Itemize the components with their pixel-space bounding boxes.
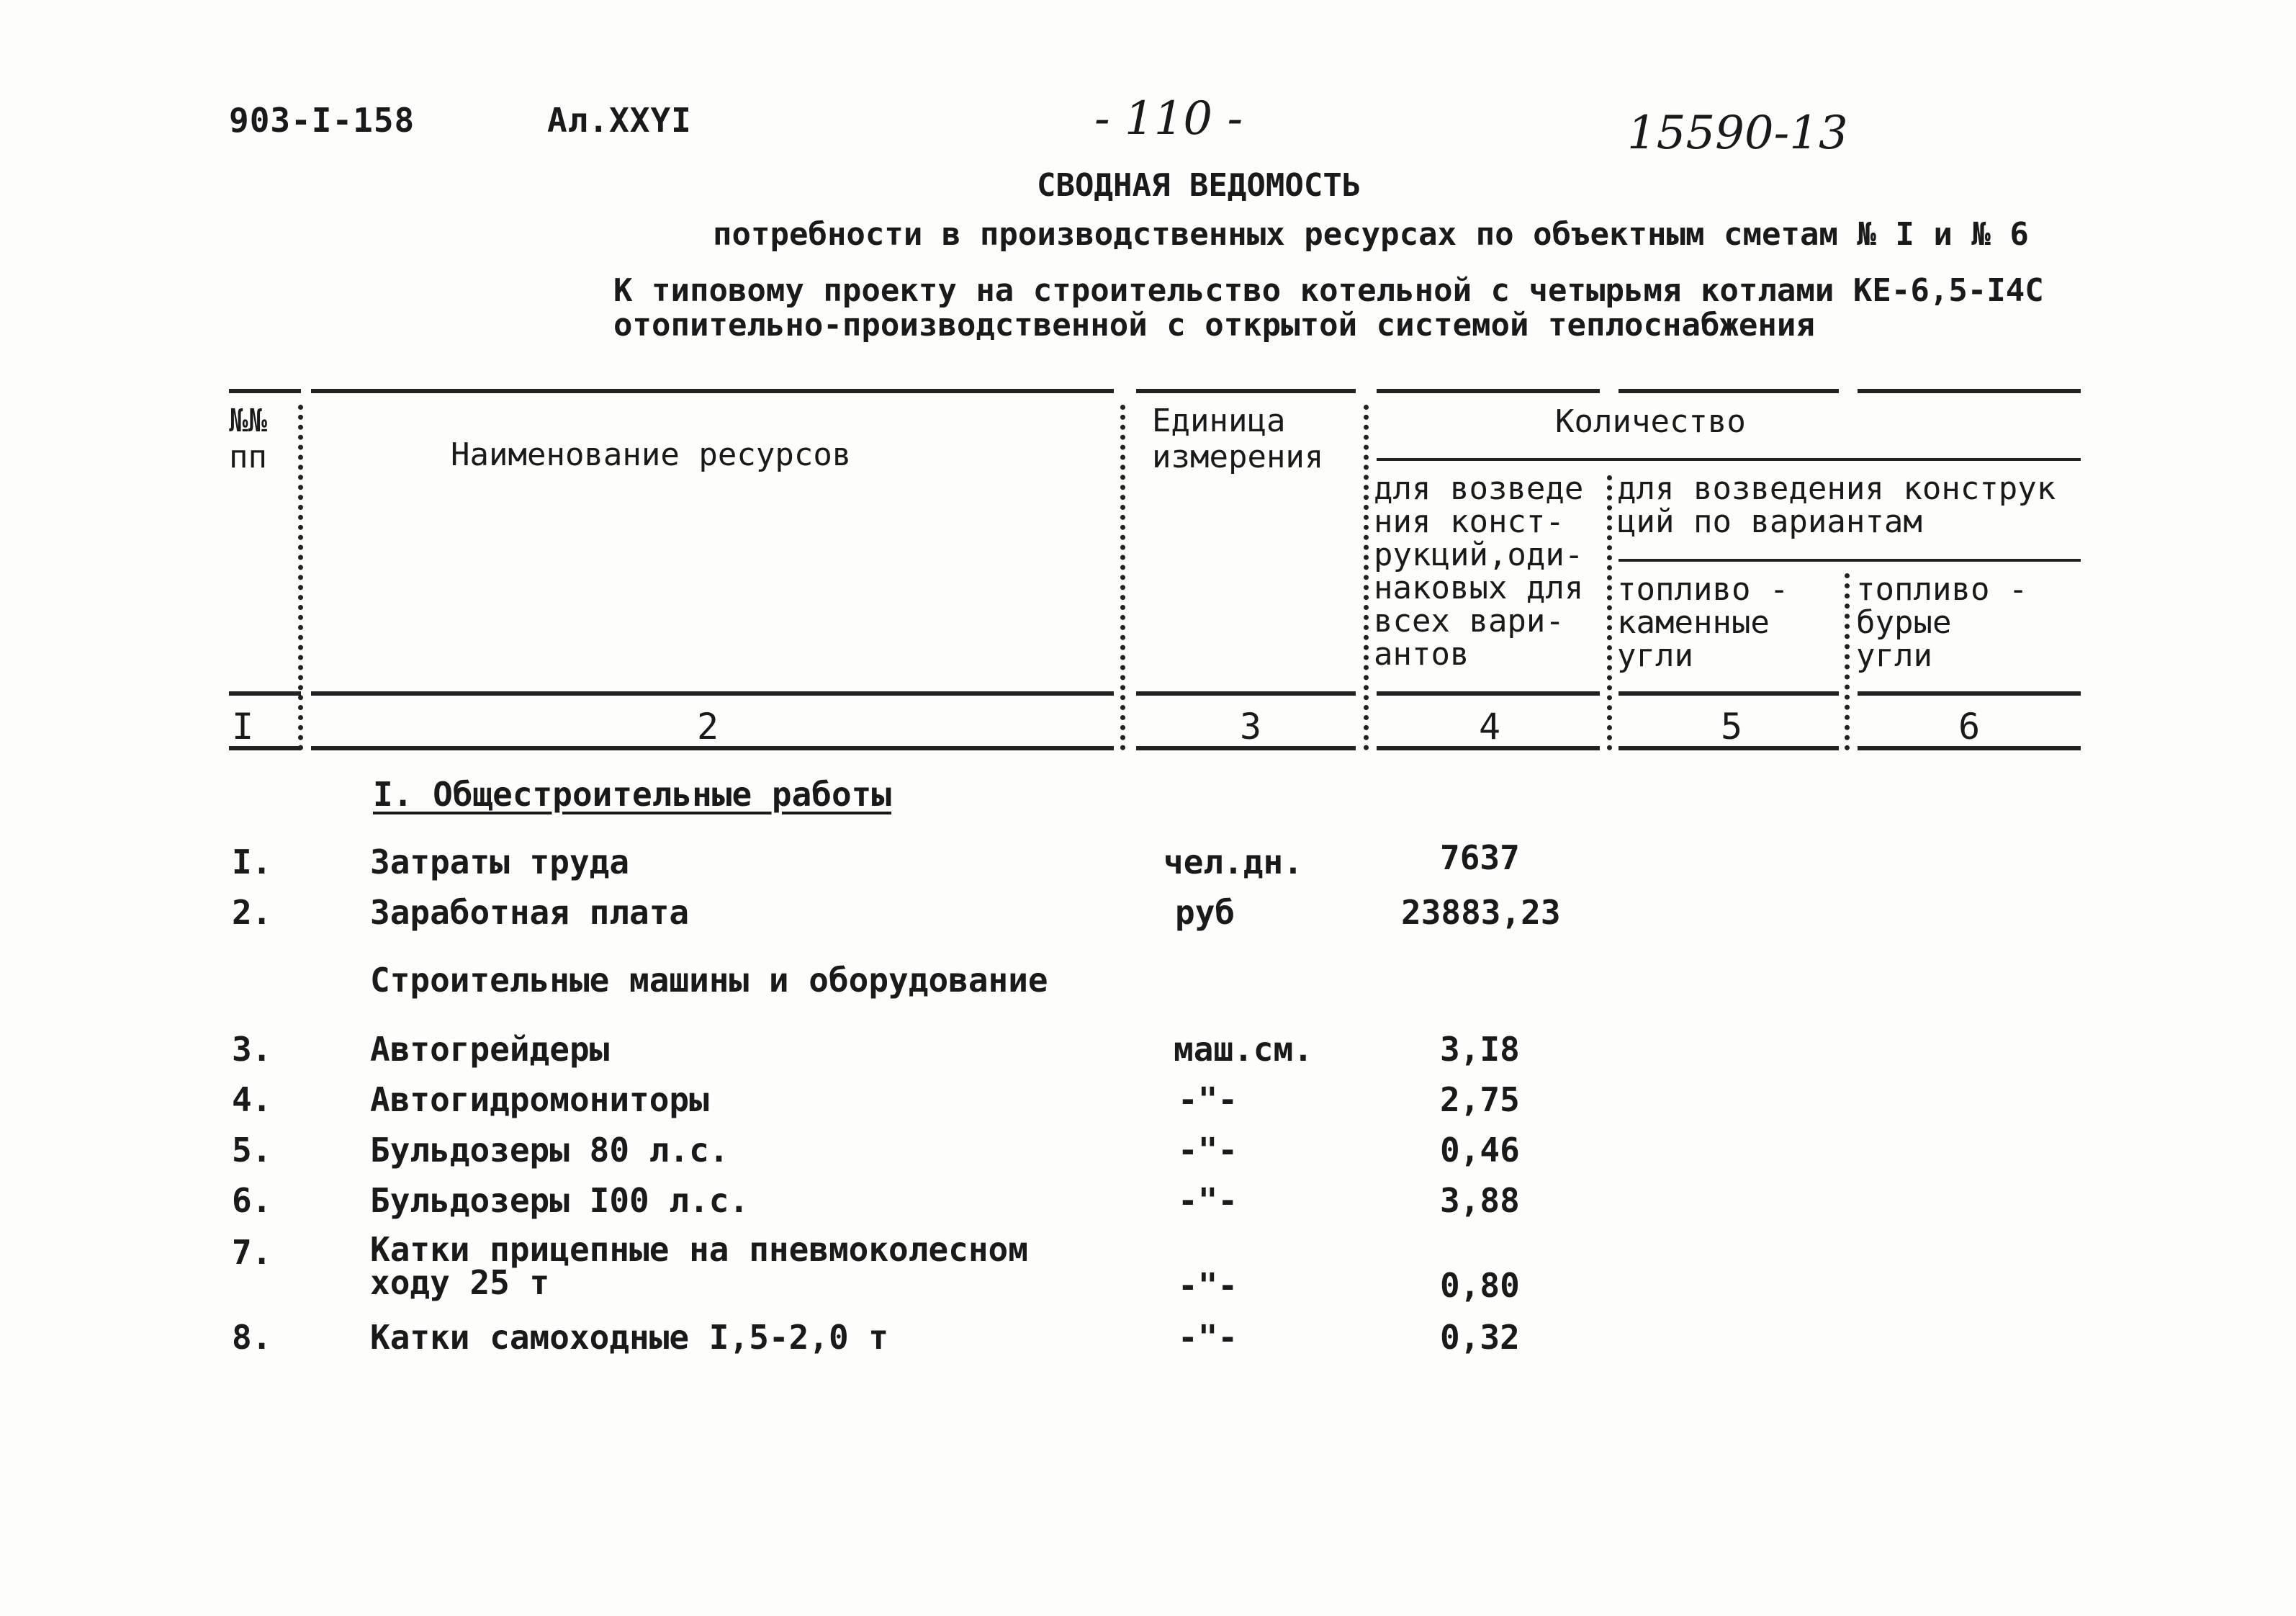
col-name-head: Наименование ресурсов [451,436,852,473]
header-bottom-rule [311,691,1114,696]
resource-name: Бульдозеры 80 л.с. [370,1131,729,1170]
unit: -"- [1178,1266,1238,1305]
col-unit-head-line: Единица [1152,403,1286,439]
unit: чел.дн. [1163,843,1303,881]
column-number: 6 [1958,706,1981,748]
quantity: 23883,23 [1401,893,1561,932]
resource-name-line: ходу 25 т [370,1263,550,1302]
quantity: 0,32 [1440,1318,1520,1357]
resource-name-line: Катки прицепные на пневмоколесном [370,1230,1028,1269]
col-variants-head [1617,472,2056,539]
header-bottom-rule [1858,691,2081,696]
column-number: 2 [697,706,719,748]
row-number: 7. [232,1233,272,1272]
col-common-head-line: антов [1374,636,1469,673]
header-top-rule [1858,389,2081,393]
col-common-head [1374,472,1583,671]
col-brown-coal-head-line: угли [1856,637,1932,674]
col-hard-coal-head-line: угли [1617,637,1693,674]
header-top-rule [1619,389,1839,393]
page-number: - 110 - [1094,92,1243,145]
quantity: 0,80 [1440,1266,1520,1305]
quantity: 3,88 [1440,1181,1520,1220]
col-number-head [229,403,267,475]
quantity-underline [1377,458,2081,461]
col-number-head-line: пп [229,439,267,475]
header-top-rule [1136,389,1356,393]
column-separator [298,405,303,750]
col-number-head-line: №№ [229,403,267,439]
column-number: 4 [1479,706,1501,748]
sheet-code: 15590-13 [1627,107,1848,160]
document-title: СВОДНАЯ ВЕДОМОСТЬ [1037,167,1361,204]
subtitle-line-2: К типовому проекту на строительство котельной с четырьмя котлами КЕ-6,5-I4С [613,272,2044,309]
header-bottom-rule [1136,691,1356,696]
row-number: I. [232,843,272,881]
resource-name: Катки самоходные I,5-2,0 т [370,1318,889,1357]
col-common-head-line: для возведе [1374,470,1584,507]
col-brown-coal-head-line: бурые [1856,604,1952,641]
column-separator [1364,405,1369,750]
col-common-head-line: наковых для [1374,570,1584,606]
header-top-rule [229,389,301,393]
col-common-head-line: рукций,оди- [1374,537,1584,573]
row-number: 4. [232,1080,272,1119]
col-common-head-line: ния конст- [1374,503,1565,540]
col-unit-head-line: измерения [1152,439,1324,475]
header-top-rule [311,389,1114,393]
unit: руб [1175,893,1235,932]
header-top-rule [1377,389,1600,393]
row-number: 8. [232,1318,272,1357]
resource-name: Автогидромониторы [370,1080,709,1119]
section-heading-text: I. Общестроительные работы [373,775,892,814]
row-number: 3. [232,1030,272,1069]
quantity: 0,46 [1440,1131,1520,1170]
column-number: 5 [1721,706,1743,748]
variants-underline [1619,559,2081,562]
column-separator [1120,405,1125,750]
header-bottom-rule [229,691,301,696]
quantity: 7637 [1440,838,1520,877]
col-common-head-line: всех вари- [1374,603,1565,639]
resource-name: Затраты труда [370,843,630,881]
resource-name: Бульдозеры I00 л.с. [370,1181,749,1220]
quantity: 2,75 [1440,1080,1520,1119]
col-brown-coal-head [1856,573,2027,673]
column-number: 3 [1240,706,1262,748]
section-heading [373,775,891,814]
subtitle-line-3: отопительно-производственной с открытой системой теплоснабжения [613,307,1815,344]
unit: -"- [1178,1131,1238,1170]
unit: маш.см. [1174,1030,1313,1069]
col-hard-coal-head-line: каменные [1617,604,1770,641]
subsection-heading: Строительные машины и оборудование [370,961,1048,1000]
row-number: 6. [232,1181,272,1220]
unit: -"- [1178,1181,1238,1220]
subtitle-line-1: потребности в производственных ресурсах по объектным сметам № I и № 6 [713,216,2029,253]
column-separator [1607,475,1612,750]
document-code: 903-I-158 [229,101,415,140]
resource-name: Заработная плата [370,893,690,932]
col-variants-head-line: ций по вариантам [1617,503,1922,540]
col-hard-coal-head [1617,573,1788,673]
album-number: Ал.XXYI [547,101,692,140]
resource-name [370,1230,1028,1302]
col-hard-coal-head-line: топливо - [1617,571,1789,608]
unit: -"- [1178,1318,1238,1357]
resource-name: Автогрейдеры [370,1030,610,1069]
header-bottom-rule [1377,691,1600,696]
unit: -"- [1178,1080,1238,1119]
col-unit-head [1152,403,1323,475]
quantity: 3,I8 [1440,1030,1520,1069]
col-quantity-head: Количество [1555,403,1746,440]
header-bottom-rule [1619,691,1839,696]
col-brown-coal-head-line: топливо - [1856,571,2028,608]
row-number: 5. [232,1131,272,1170]
column-separator [1845,573,1850,750]
row-number: 2. [232,893,272,932]
col-variants-head-line: для возведения конструк [1617,470,2056,507]
column-number: I [232,706,254,748]
